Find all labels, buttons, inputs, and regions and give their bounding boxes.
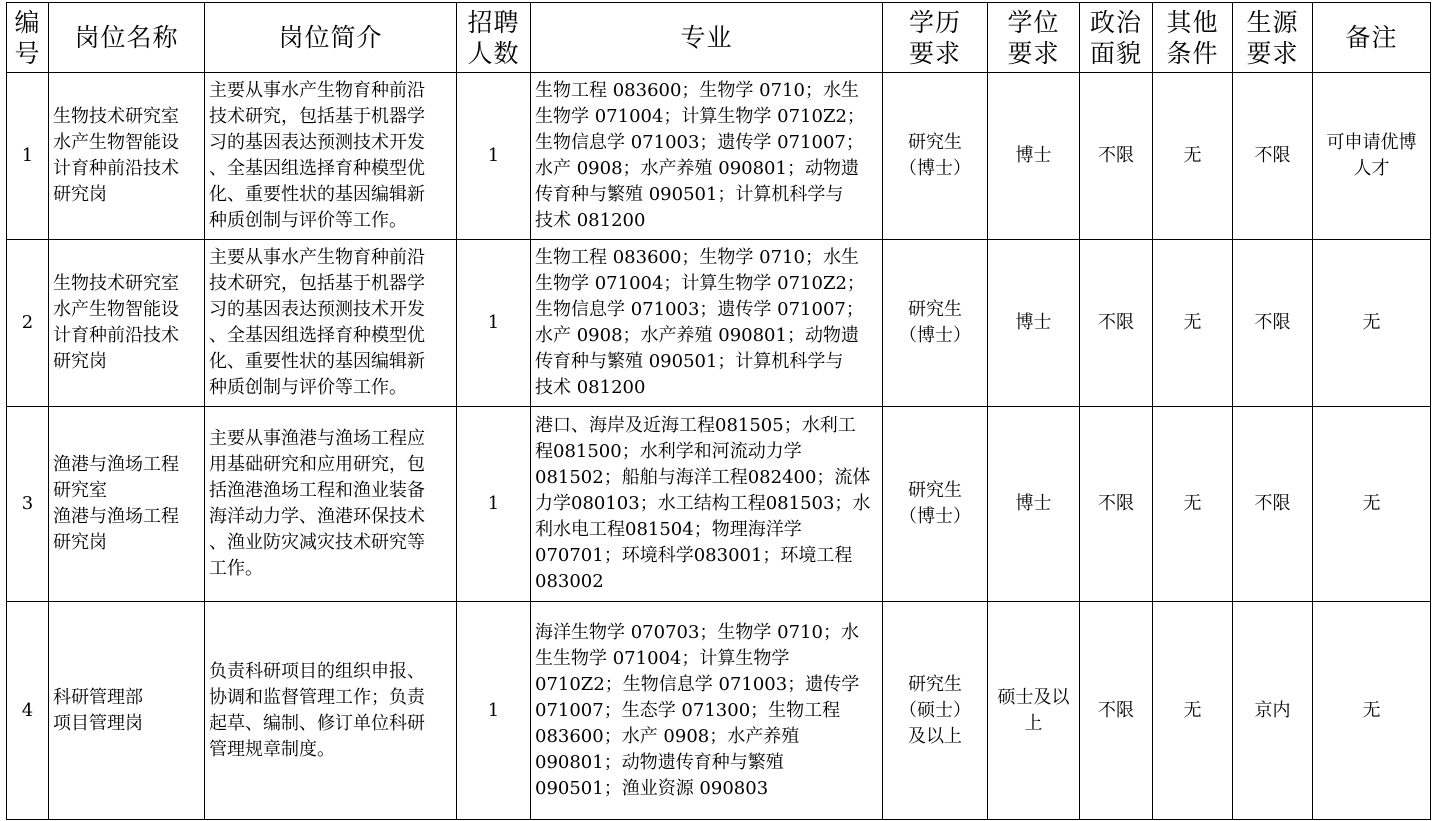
cell-other: 无 (1153, 602, 1233, 820)
cell-other: 无 (1153, 240, 1233, 407)
header-degree: 学位 要求 (988, 3, 1080, 73)
cell-remark: 无 (1313, 602, 1431, 820)
cell-headcount: 1 (457, 602, 531, 820)
cell-no: 3 (7, 407, 49, 602)
cell-degree: 博士 (988, 240, 1080, 407)
header-other: 其他 条件 (1153, 3, 1233, 73)
cell-source: 不限 (1233, 240, 1313, 407)
cell-headcount: 1 (457, 73, 531, 240)
header-row (7, 3, 1431, 73)
table-row (7, 240, 1431, 407)
cell-source: 不限 (1233, 407, 1313, 602)
cell-headcount: 1 (457, 240, 531, 407)
header-post-desc: 岗位简介 (205, 3, 457, 73)
cell-headcount: 1 (457, 407, 531, 602)
cell-degree: 博士 (988, 407, 1080, 602)
header-remark: 备注 (1313, 3, 1431, 73)
cell-major: 生物工程 083600；生物学 0710；水生 生物学 071004；计算生物学 0710Z2； 生物信息学 071003；遗传学 071007； 水产 0908；水产养殖 090801；动物遗 传育种与繁殖 090501；计算机科学与 技术 081200 (531, 73, 883, 240)
table-row (7, 73, 1431, 240)
header-no: 编 号 (7, 3, 49, 73)
cell-major: 生物工程 083600；生物学 0710；水生 生物学 071004；计算生物学 0710Z2； 生物信息学 071003；遗传学 071007； 水产 0908；水产养殖 090801；动物遗 传育种与繁殖 090501；计算机科学与 技术 081200 (531, 240, 883, 407)
header-headcount: 招聘 人数 (457, 3, 531, 73)
cell-degree: 博士 (988, 73, 1080, 240)
cell-education: 研究生 （博士） (883, 73, 988, 240)
cell-degree: 硕士及以 上 (988, 602, 1080, 820)
cell-other: 无 (1153, 407, 1233, 602)
cell-post-name: 生物技术研究室 水产生物智能设 计育种前沿技术 研究岗 (49, 73, 205, 240)
cell-political: 不限 (1080, 73, 1153, 240)
cell-remark: 无 (1313, 407, 1431, 602)
header-source: 生源 要求 (1233, 3, 1313, 73)
cell-no: 2 (7, 240, 49, 407)
header-major: 专业 (531, 3, 883, 73)
header-education: 学历 要求 (883, 3, 988, 73)
cell-post-name: 渔港与渔场工程 研究室 渔港与渔场工程 研究岗 (49, 407, 205, 602)
cell-education: 研究生 （博士） (883, 407, 988, 602)
header-post-name: 岗位名称 (49, 3, 205, 73)
cell-post-desc: 主要从事水产生物育种前沿 技术研究，包括基于机器学 习的基因表达预测技术开发 、全基因组选择育种模型优 化、重要性状的基因编辑新 种质创制与评价等工作。 (205, 73, 457, 240)
cell-post-name: 生物技术研究室 水产生物智能设 计育种前沿技术 研究岗 (49, 240, 205, 407)
cell-source: 不限 (1233, 73, 1313, 240)
cell-post-desc: 主要从事水产生物育种前沿 技术研究，包括基于机器学 习的基因表达预测技术开发 、全基因组选择育种模型优 化、重要性状的基因编辑新 种质创制与评价等工作。 (205, 240, 457, 407)
cell-major: 海洋生物学 070703；生物学 0710；水 生生物学 071004；计算生物学 0710Z2；生物信息学 071003；遗传学 071007；生态学 071300；生物工程 083600；水产 0908；水产养殖 090801；动物遗传育种与繁殖 090501；渔业资源 090803 (531, 602, 883, 820)
header-political: 政治 面貌 (1080, 3, 1153, 73)
cell-source: 京内 (1233, 602, 1313, 820)
cell-no: 4 (7, 602, 49, 820)
cell-political: 不限 (1080, 602, 1153, 820)
table-row (7, 602, 1431, 820)
cell-major: 港口、海岸及近海工程081505；水利工 程081500；水利学和河流动力学 081502；船舶与海洋工程082400；流体 力学080103；水工结构工程081503；水 利水电工程081504；物理海洋学 070701；环境科学083001；环境工程 083002 (531, 407, 883, 602)
cell-political: 不限 (1080, 407, 1153, 602)
cell-post-name: 科研管理部 项目管理岗 (49, 602, 205, 820)
cell-political: 不限 (1080, 240, 1153, 407)
cell-remark: 可申请优博 人才 (1313, 73, 1431, 240)
cell-education: 研究生 （博士） (883, 240, 988, 407)
cell-remark: 无 (1313, 240, 1431, 407)
cell-other: 无 (1153, 73, 1233, 240)
table-row (7, 407, 1431, 602)
cell-post-desc: 主要从事渔港与渔场工程应 用基础研究和应用研究，包 括渔港渔场工程和渔业装备 海洋动力学、渔港环保技术 、渔业防灾减灾技术研究等 工作。 (205, 407, 457, 602)
recruitment-table (6, 2, 1431, 820)
cell-post-desc: 负责科研项目的组织申报、 协调和监督管理工作；负责 起草、编制、修订单位科研 管理规章制度。 (205, 602, 457, 820)
cell-no: 1 (7, 73, 49, 240)
cell-education: 研究生 （硕士） 及以上 (883, 602, 988, 820)
